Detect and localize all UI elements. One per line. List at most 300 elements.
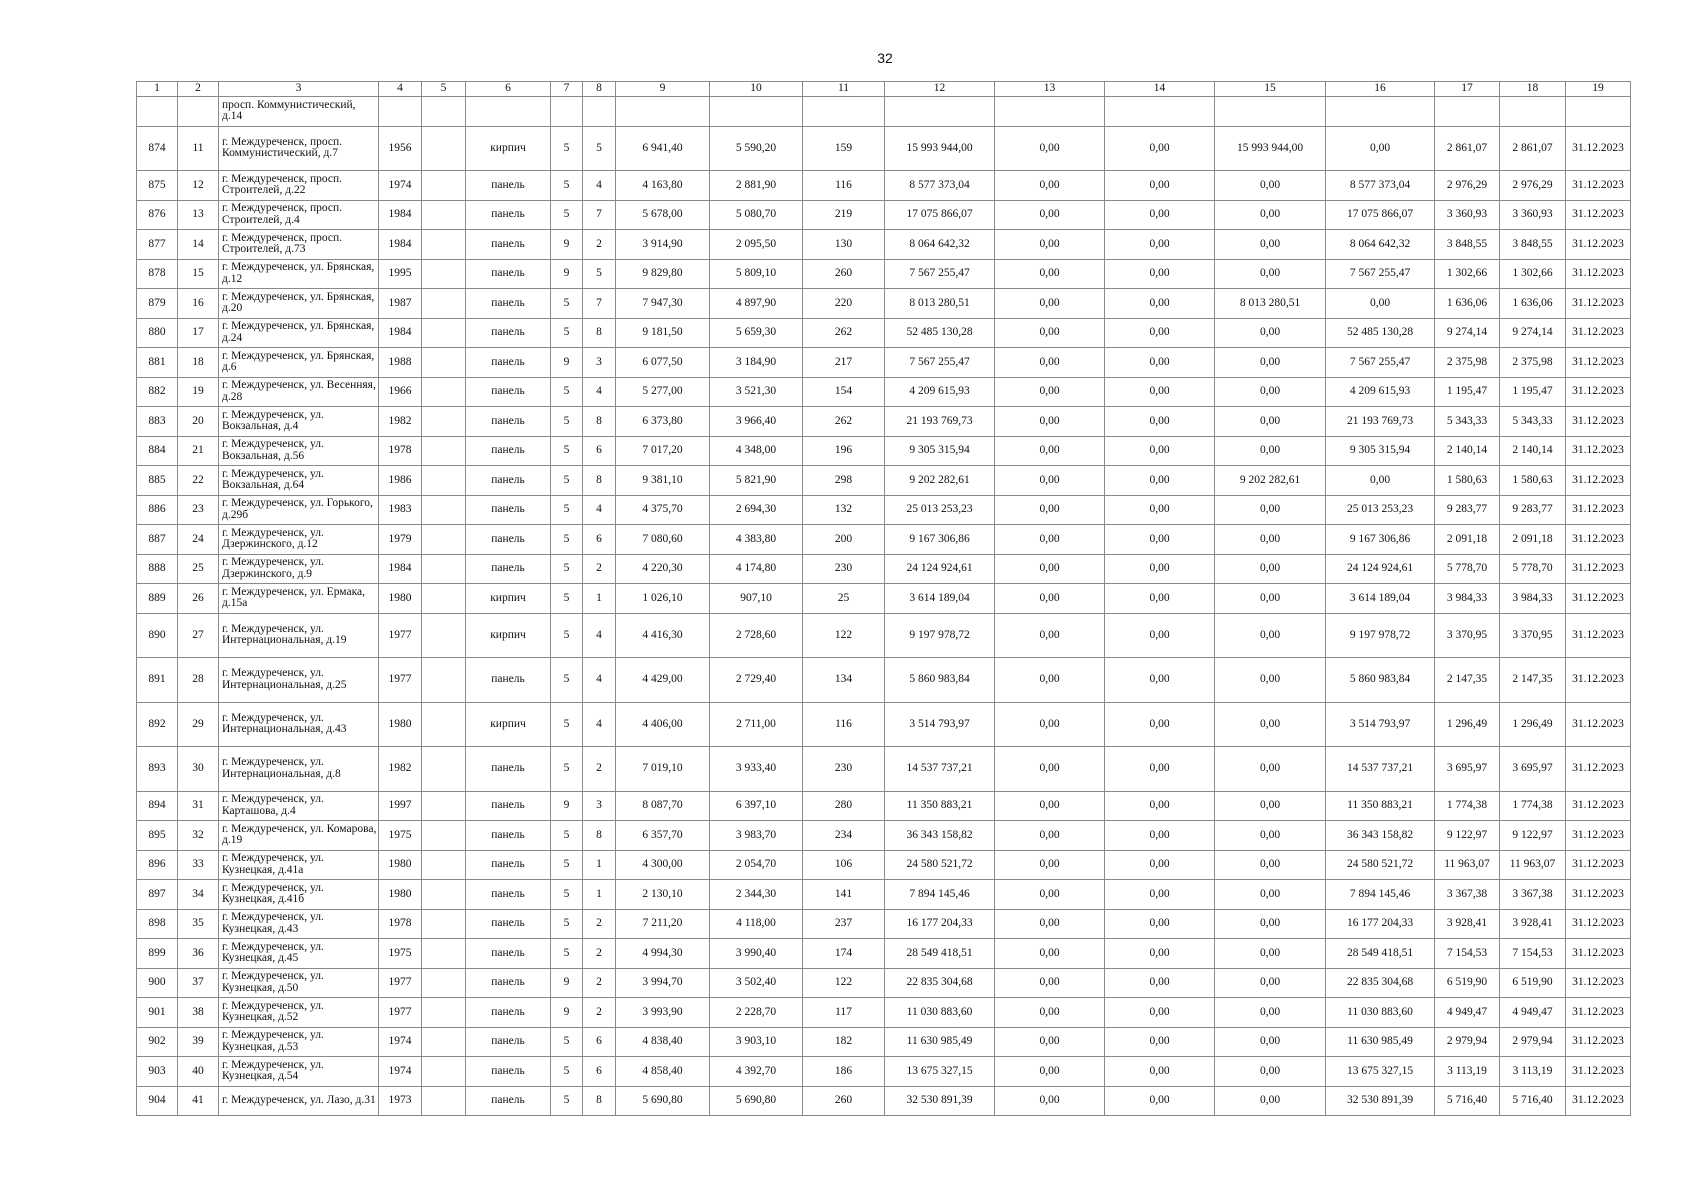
table-cell: 3 bbox=[583, 791, 616, 821]
table-cell bbox=[422, 880, 466, 910]
table-cell: 0,00 bbox=[995, 126, 1105, 171]
table-cell: 7 211,20 bbox=[616, 909, 710, 939]
table-cell bbox=[422, 377, 466, 407]
table-row bbox=[137, 1086, 1631, 1116]
table-row bbox=[137, 968, 1631, 998]
column-header: 3 bbox=[219, 82, 379, 97]
table-cell bbox=[422, 436, 466, 466]
table-cell: 31.12.2023 bbox=[1566, 998, 1631, 1028]
table-cell: 230 bbox=[803, 747, 885, 792]
table-cell: 7 894 145,46 bbox=[885, 880, 995, 910]
table-cell: 878 bbox=[137, 259, 178, 289]
table-cell: 36 343 158,82 bbox=[885, 821, 995, 851]
table-cell: 0,00 bbox=[1105, 554, 1215, 584]
table-cell: 0,00 bbox=[995, 939, 1105, 969]
table-cell: панель bbox=[466, 909, 551, 939]
table-cell: 5 716,40 bbox=[1500, 1086, 1566, 1116]
table-cell: 3 360,93 bbox=[1435, 200, 1500, 230]
table-cell: 8 013 280,51 bbox=[1215, 289, 1326, 319]
table-cell: 31.12.2023 bbox=[1566, 525, 1631, 555]
table-cell: 3 bbox=[583, 348, 616, 378]
table-cell: 31.12.2023 bbox=[1566, 200, 1631, 230]
table-cell: 34 bbox=[178, 880, 219, 910]
table-row bbox=[137, 97, 1631, 127]
table-cell: 280 bbox=[803, 791, 885, 821]
table-cell: 904 bbox=[137, 1086, 178, 1116]
table-cell: 1982 bbox=[379, 747, 422, 792]
table-cell bbox=[1326, 97, 1435, 127]
table-cell: 5 716,40 bbox=[1435, 1086, 1500, 1116]
table-cell: 33 bbox=[178, 850, 219, 880]
table-cell: 1 580,63 bbox=[1435, 466, 1500, 496]
table-cell: 9 167 306,86 bbox=[885, 525, 995, 555]
table-cell: 6 077,50 bbox=[616, 348, 710, 378]
table-cell: 1 bbox=[583, 584, 616, 614]
table-cell: 4 174,80 bbox=[710, 554, 803, 584]
table-cell: 2 bbox=[583, 939, 616, 969]
table-cell: 16 bbox=[178, 289, 219, 319]
table-row bbox=[137, 348, 1631, 378]
table-cell: 24 580 521,72 bbox=[1326, 850, 1435, 880]
table-cell: 0,00 bbox=[995, 968, 1105, 998]
table-cell: 15 993 944,00 bbox=[1215, 126, 1326, 171]
table-cell: 0,00 bbox=[1215, 821, 1326, 851]
table-cell: 9 181,50 bbox=[616, 318, 710, 348]
address-cell: г. Междуреченск, ул. Кузнецкая, д.54 bbox=[219, 1057, 379, 1087]
table-cell: 2 bbox=[583, 747, 616, 792]
table-cell: 7 567 255,47 bbox=[1326, 259, 1435, 289]
table-cell bbox=[422, 939, 466, 969]
table-cell: 4 392,70 bbox=[710, 1057, 803, 1087]
table-cell: 1 195,47 bbox=[1500, 377, 1566, 407]
address-cell: г. Междуреченск, ул. Вокзальная, д.56 bbox=[219, 436, 379, 466]
table-cell: 5 778,70 bbox=[1500, 554, 1566, 584]
table-cell: 0,00 bbox=[995, 702, 1105, 747]
table-cell: 897 bbox=[137, 880, 178, 910]
table-cell: 154 bbox=[803, 377, 885, 407]
table-cell: 2 bbox=[583, 909, 616, 939]
table-cell: 893 bbox=[137, 747, 178, 792]
table-cell: 2 bbox=[583, 230, 616, 260]
table-row bbox=[137, 584, 1631, 614]
table-row bbox=[137, 1027, 1631, 1057]
table-cell: 0,00 bbox=[995, 495, 1105, 525]
table-cell: 0,00 bbox=[995, 584, 1105, 614]
table-row bbox=[137, 880, 1631, 910]
column-header: 11 bbox=[803, 82, 885, 97]
table-cell: 2 861,07 bbox=[1435, 126, 1500, 171]
table-cell: панель bbox=[466, 1057, 551, 1087]
table-cell: 3 903,10 bbox=[710, 1027, 803, 1057]
table-cell: 29 bbox=[178, 702, 219, 747]
table-cell: 0,00 bbox=[1215, 998, 1326, 1028]
table-cell: 260 bbox=[803, 1086, 885, 1116]
table-cell: 28 bbox=[178, 658, 219, 703]
table-cell: 3 514 793,97 bbox=[1326, 702, 1435, 747]
table-cell: 7 947,30 bbox=[616, 289, 710, 319]
table-row bbox=[137, 377, 1631, 407]
table-cell: 9 122,97 bbox=[1500, 821, 1566, 851]
table-cell: 2 bbox=[583, 998, 616, 1028]
table-cell: 11 963,07 bbox=[1435, 850, 1500, 880]
table-cell: 0,00 bbox=[1105, 909, 1215, 939]
table-cell: 0,00 bbox=[1105, 702, 1215, 747]
table-cell: 2 228,70 bbox=[710, 998, 803, 1028]
table-cell: 9 283,77 bbox=[1500, 495, 1566, 525]
table-cell: 4 209 615,93 bbox=[1326, 377, 1435, 407]
table-cell: 0,00 bbox=[1215, 584, 1326, 614]
table-cell: 182 bbox=[803, 1027, 885, 1057]
table-cell: 3 984,33 bbox=[1435, 584, 1500, 614]
table-cell: 4 429,00 bbox=[616, 658, 710, 703]
table-cell: 31.12.2023 bbox=[1566, 495, 1631, 525]
table-cell: 0,00 bbox=[1105, 1086, 1215, 1116]
table-cell: 24 580 521,72 bbox=[885, 850, 995, 880]
table-row bbox=[137, 554, 1631, 584]
table-cell: 2 881,90 bbox=[710, 171, 803, 201]
column-header: 12 bbox=[885, 82, 995, 97]
table-cell: 5 778,70 bbox=[1435, 554, 1500, 584]
table-row bbox=[137, 230, 1631, 260]
table-cell: 0,00 bbox=[1215, 200, 1326, 230]
table-cell: 14 537 737,21 bbox=[885, 747, 995, 792]
table-cell: 2 694,30 bbox=[710, 495, 803, 525]
table-cell bbox=[422, 1086, 466, 1116]
table-cell: 4 bbox=[583, 377, 616, 407]
table-cell bbox=[422, 850, 466, 880]
table-cell bbox=[1566, 97, 1631, 127]
table-cell: 26 bbox=[178, 584, 219, 614]
table-cell: 0,00 bbox=[1326, 466, 1435, 496]
table-cell: 31.12.2023 bbox=[1566, 171, 1631, 201]
table-cell: 1 195,47 bbox=[1435, 377, 1500, 407]
table-cell: 0,00 bbox=[995, 466, 1105, 496]
table-cell: 0,00 bbox=[1215, 348, 1326, 378]
table-cell: 3 113,19 bbox=[1435, 1057, 1500, 1087]
address-cell: г. Междуреченск, ул. Карташова, д.4 bbox=[219, 791, 379, 821]
table-cell: 5 821,90 bbox=[710, 466, 803, 496]
table-cell bbox=[422, 97, 466, 127]
table-cell: 2 140,14 bbox=[1435, 436, 1500, 466]
table-row bbox=[137, 466, 1631, 496]
table-cell bbox=[616, 97, 710, 127]
table-cell: 15 bbox=[178, 259, 219, 289]
table-cell: 262 bbox=[803, 407, 885, 437]
table-cell: панель bbox=[466, 377, 551, 407]
table-cell: 3 367,38 bbox=[1500, 880, 1566, 910]
table-cell: 9 202 282,61 bbox=[885, 466, 995, 496]
table-cell: 0,00 bbox=[1215, 850, 1326, 880]
table-cell: 16 177 204,33 bbox=[885, 909, 995, 939]
table-cell: 1 296,49 bbox=[1500, 702, 1566, 747]
table-cell: 1977 bbox=[379, 613, 422, 658]
table-cell: 900 bbox=[137, 968, 178, 998]
table-cell: 132 bbox=[803, 495, 885, 525]
column-header: 19 bbox=[1566, 82, 1631, 97]
table-cell: 8 013 280,51 bbox=[885, 289, 995, 319]
table-cell: 4 406,00 bbox=[616, 702, 710, 747]
table-cell: 9 bbox=[551, 968, 583, 998]
table-cell: 0,00 bbox=[1105, 968, 1215, 998]
table-cell: 8 064 642,32 bbox=[1326, 230, 1435, 260]
table-cell bbox=[422, 200, 466, 230]
address-cell: г. Междуреченск, ул. Кузнецкая, д.41а bbox=[219, 850, 379, 880]
table-cell: 174 bbox=[803, 939, 885, 969]
table-cell: 0,00 bbox=[995, 1027, 1105, 1057]
table-cell: 0,00 bbox=[1105, 525, 1215, 555]
table-cell: 6 519,90 bbox=[1500, 968, 1566, 998]
table-cell: 11 630 985,49 bbox=[1326, 1027, 1435, 1057]
table-cell: 901 bbox=[137, 998, 178, 1028]
table-cell: 40 bbox=[178, 1057, 219, 1087]
table-cell: 4 348,00 bbox=[710, 436, 803, 466]
table-cell: 38 bbox=[178, 998, 219, 1028]
table-cell: 32 bbox=[178, 821, 219, 851]
table-cell: панель bbox=[466, 318, 551, 348]
table-row bbox=[137, 747, 1631, 792]
address-cell: г. Междуреченск, ул. Интернациональная, д.25 bbox=[219, 658, 379, 703]
address-cell: г. Междуреченск, ул. Интернациональная, д.8 bbox=[219, 747, 379, 792]
table-cell: 6 373,80 bbox=[616, 407, 710, 437]
table-cell: 2 979,94 bbox=[1435, 1027, 1500, 1057]
table-cell: 9 167 306,86 bbox=[1326, 525, 1435, 555]
table-cell: 0,00 bbox=[1105, 171, 1215, 201]
table-cell: 2 147,35 bbox=[1500, 658, 1566, 703]
column-header: 15 bbox=[1215, 82, 1326, 97]
table-cell: 3 695,97 bbox=[1435, 747, 1500, 792]
table-cell: 13 bbox=[178, 200, 219, 230]
table-cell bbox=[995, 97, 1105, 127]
table-cell: 5 343,33 bbox=[1435, 407, 1500, 437]
table-cell: 5 690,80 bbox=[710, 1086, 803, 1116]
table-cell: 7 154,53 bbox=[1435, 939, 1500, 969]
table-cell: 31.12.2023 bbox=[1566, 318, 1631, 348]
table-cell: 8 bbox=[583, 318, 616, 348]
table-cell: 902 bbox=[137, 1027, 178, 1057]
table-cell: 5 bbox=[551, 880, 583, 910]
address-cell: г. Междуреченск, ул. Вокзальная, д.4 bbox=[219, 407, 379, 437]
table-cell: 1995 bbox=[379, 259, 422, 289]
table-cell: 4 949,47 bbox=[1435, 998, 1500, 1028]
table-cell: 19 bbox=[178, 377, 219, 407]
table-row bbox=[137, 436, 1631, 466]
address-cell: г. Междуреченск, ул. Кузнецкая, д.53 bbox=[219, 1027, 379, 1057]
table-cell bbox=[422, 998, 466, 1028]
column-header: 8 bbox=[583, 82, 616, 97]
table-cell: 11 630 985,49 bbox=[885, 1027, 995, 1057]
table-row bbox=[137, 850, 1631, 880]
table-cell: 4 375,70 bbox=[616, 495, 710, 525]
table-row bbox=[137, 791, 1631, 821]
table-cell: 186 bbox=[803, 1057, 885, 1087]
table-cell: 5 343,33 bbox=[1500, 407, 1566, 437]
table-cell: 883 bbox=[137, 407, 178, 437]
table-cell: 0,00 bbox=[1215, 909, 1326, 939]
table-cell: 1979 bbox=[379, 525, 422, 555]
table-cell: 4 383,80 bbox=[710, 525, 803, 555]
table-cell: 11 350 883,21 bbox=[885, 791, 995, 821]
table-cell: 31.12.2023 bbox=[1566, 377, 1631, 407]
table-cell: 2 976,29 bbox=[1500, 171, 1566, 201]
table-cell bbox=[422, 318, 466, 348]
table-cell: 1 bbox=[583, 850, 616, 880]
table-cell: 891 bbox=[137, 658, 178, 703]
table-cell: 0,00 bbox=[1105, 747, 1215, 792]
table-cell: 1956 bbox=[379, 126, 422, 171]
table-cell: 1 296,49 bbox=[1435, 702, 1500, 747]
table-cell: 1986 bbox=[379, 466, 422, 496]
table-cell: 5 bbox=[551, 554, 583, 584]
table-cell: 4 300,00 bbox=[616, 850, 710, 880]
table-cell: 31.12.2023 bbox=[1566, 466, 1631, 496]
table-cell: 6 bbox=[583, 1057, 616, 1087]
table-cell: 4 118,00 bbox=[710, 909, 803, 939]
table-cell: 898 bbox=[137, 909, 178, 939]
table-cell: 5 860 983,84 bbox=[1326, 658, 1435, 703]
table-cell bbox=[422, 821, 466, 851]
table-cell: 3 514 793,97 bbox=[885, 702, 995, 747]
table-cell: 888 bbox=[137, 554, 178, 584]
table-cell bbox=[178, 97, 219, 127]
table-cell: кирпич bbox=[466, 584, 551, 614]
table-cell bbox=[583, 97, 616, 127]
table-cell: 2 091,18 bbox=[1435, 525, 1500, 555]
column-header: 13 bbox=[995, 82, 1105, 97]
table-cell: 0,00 bbox=[1105, 658, 1215, 703]
table-cell: 196 bbox=[803, 436, 885, 466]
table-cell: панель bbox=[466, 850, 551, 880]
table-cell bbox=[885, 97, 995, 127]
table-cell: панель bbox=[466, 436, 551, 466]
table-cell: 8 bbox=[583, 407, 616, 437]
table-cell: 3 360,93 bbox=[1500, 200, 1566, 230]
table-cell: 0,00 bbox=[995, 791, 1105, 821]
table-row bbox=[137, 821, 1631, 851]
table-cell: 0,00 bbox=[995, 407, 1105, 437]
table-cell: 9 bbox=[551, 230, 583, 260]
table-cell: 0,00 bbox=[1105, 821, 1215, 851]
table-cell: 0,00 bbox=[1215, 171, 1326, 201]
table-cell: 0,00 bbox=[995, 377, 1105, 407]
table-cell: 116 bbox=[803, 171, 885, 201]
table-cell: 0,00 bbox=[995, 436, 1105, 466]
table-cell: 892 bbox=[137, 702, 178, 747]
table-cell: 8 577 373,04 bbox=[1326, 171, 1435, 201]
table-cell: 0,00 bbox=[1215, 377, 1326, 407]
table-cell: 1974 bbox=[379, 1057, 422, 1087]
table-cell bbox=[422, 554, 466, 584]
table-cell: 7 154,53 bbox=[1500, 939, 1566, 969]
table-cell: 5 bbox=[551, 747, 583, 792]
table-cell: 1974 bbox=[379, 171, 422, 201]
table-cell: 9 197 978,72 bbox=[885, 613, 995, 658]
table-cell bbox=[1435, 97, 1500, 127]
table-cell bbox=[137, 97, 178, 127]
table-cell: 7 894 145,46 bbox=[1326, 880, 1435, 910]
table-row bbox=[137, 525, 1631, 555]
table-cell: 879 bbox=[137, 289, 178, 319]
table-cell: 0,00 bbox=[1215, 747, 1326, 792]
table-cell: 31.12.2023 bbox=[1566, 259, 1631, 289]
table-cell: 1973 bbox=[379, 1086, 422, 1116]
table-cell: 31.12.2023 bbox=[1566, 289, 1631, 319]
table-cell bbox=[422, 658, 466, 703]
table-cell: 31.12.2023 bbox=[1566, 554, 1631, 584]
table-cell: 220 bbox=[803, 289, 885, 319]
table-cell: 130 bbox=[803, 230, 885, 260]
table-cell: 0,00 bbox=[1215, 1086, 1326, 1116]
table-cell: кирпич bbox=[466, 126, 551, 171]
table-cell: 0,00 bbox=[995, 1057, 1105, 1087]
table-cell: 882 bbox=[137, 377, 178, 407]
table-cell: 37 bbox=[178, 968, 219, 998]
table-cell: кирпич bbox=[466, 702, 551, 747]
table-cell: 3 990,40 bbox=[710, 939, 803, 969]
table-cell: 1984 bbox=[379, 230, 422, 260]
table-cell: 141 bbox=[803, 880, 885, 910]
table-cell: 1980 bbox=[379, 702, 422, 747]
table-cell: панель bbox=[466, 200, 551, 230]
table-cell: 122 bbox=[803, 968, 885, 998]
table-cell: 52 485 130,28 bbox=[885, 318, 995, 348]
table-cell: 1980 bbox=[379, 584, 422, 614]
table-cell: панель bbox=[466, 821, 551, 851]
table-cell: 8 577 373,04 bbox=[885, 171, 995, 201]
table-cell: панель bbox=[466, 998, 551, 1028]
table-cell: 1975 bbox=[379, 939, 422, 969]
table-cell: 0,00 bbox=[1105, 1057, 1215, 1087]
table-cell: 0,00 bbox=[995, 348, 1105, 378]
table-cell: 14 bbox=[178, 230, 219, 260]
table-cell: 1978 bbox=[379, 436, 422, 466]
column-header: 5 bbox=[422, 82, 466, 97]
table-cell: 24 124 924,61 bbox=[885, 554, 995, 584]
table-cell: 31.12.2023 bbox=[1566, 658, 1631, 703]
table-cell: 5 860 983,84 bbox=[885, 658, 995, 703]
table-cell: 0,00 bbox=[1105, 584, 1215, 614]
table-cell: 3 983,70 bbox=[710, 821, 803, 851]
column-header: 14 bbox=[1105, 82, 1215, 97]
table-cell: 9 bbox=[551, 791, 583, 821]
table-cell: 877 bbox=[137, 230, 178, 260]
table-cell: 1 026,10 bbox=[616, 584, 710, 614]
table-cell: 5 678,00 bbox=[616, 200, 710, 230]
table-cell: 22 835 304,68 bbox=[1326, 968, 1435, 998]
table-cell bbox=[422, 525, 466, 555]
table-cell: 134 bbox=[803, 658, 885, 703]
table-cell: 4 163,80 bbox=[616, 171, 710, 201]
table-cell: панель bbox=[466, 230, 551, 260]
table-cell: 2 979,94 bbox=[1500, 1027, 1566, 1057]
table-cell: 298 bbox=[803, 466, 885, 496]
table-cell: 0,00 bbox=[1215, 968, 1326, 998]
table-cell: 0,00 bbox=[995, 318, 1105, 348]
table-cell: 31 bbox=[178, 791, 219, 821]
table-cell: 0,00 bbox=[995, 821, 1105, 851]
table-cell: 0,00 bbox=[1105, 850, 1215, 880]
table-cell: 219 bbox=[803, 200, 885, 230]
table-cell: 895 bbox=[137, 821, 178, 851]
table-cell: 5 690,80 bbox=[616, 1086, 710, 1116]
address-cell: г. Междуреченск, ул. Брянская, д.20 bbox=[219, 289, 379, 319]
table-cell: 7 567 255,47 bbox=[1326, 348, 1435, 378]
table-cell: 0,00 bbox=[995, 1086, 1105, 1116]
table-cell: 31.12.2023 bbox=[1566, 230, 1631, 260]
table-cell: 3 994,70 bbox=[616, 968, 710, 998]
table-cell: 5 bbox=[551, 171, 583, 201]
table-cell: панель bbox=[466, 348, 551, 378]
table-cell: 230 bbox=[803, 554, 885, 584]
